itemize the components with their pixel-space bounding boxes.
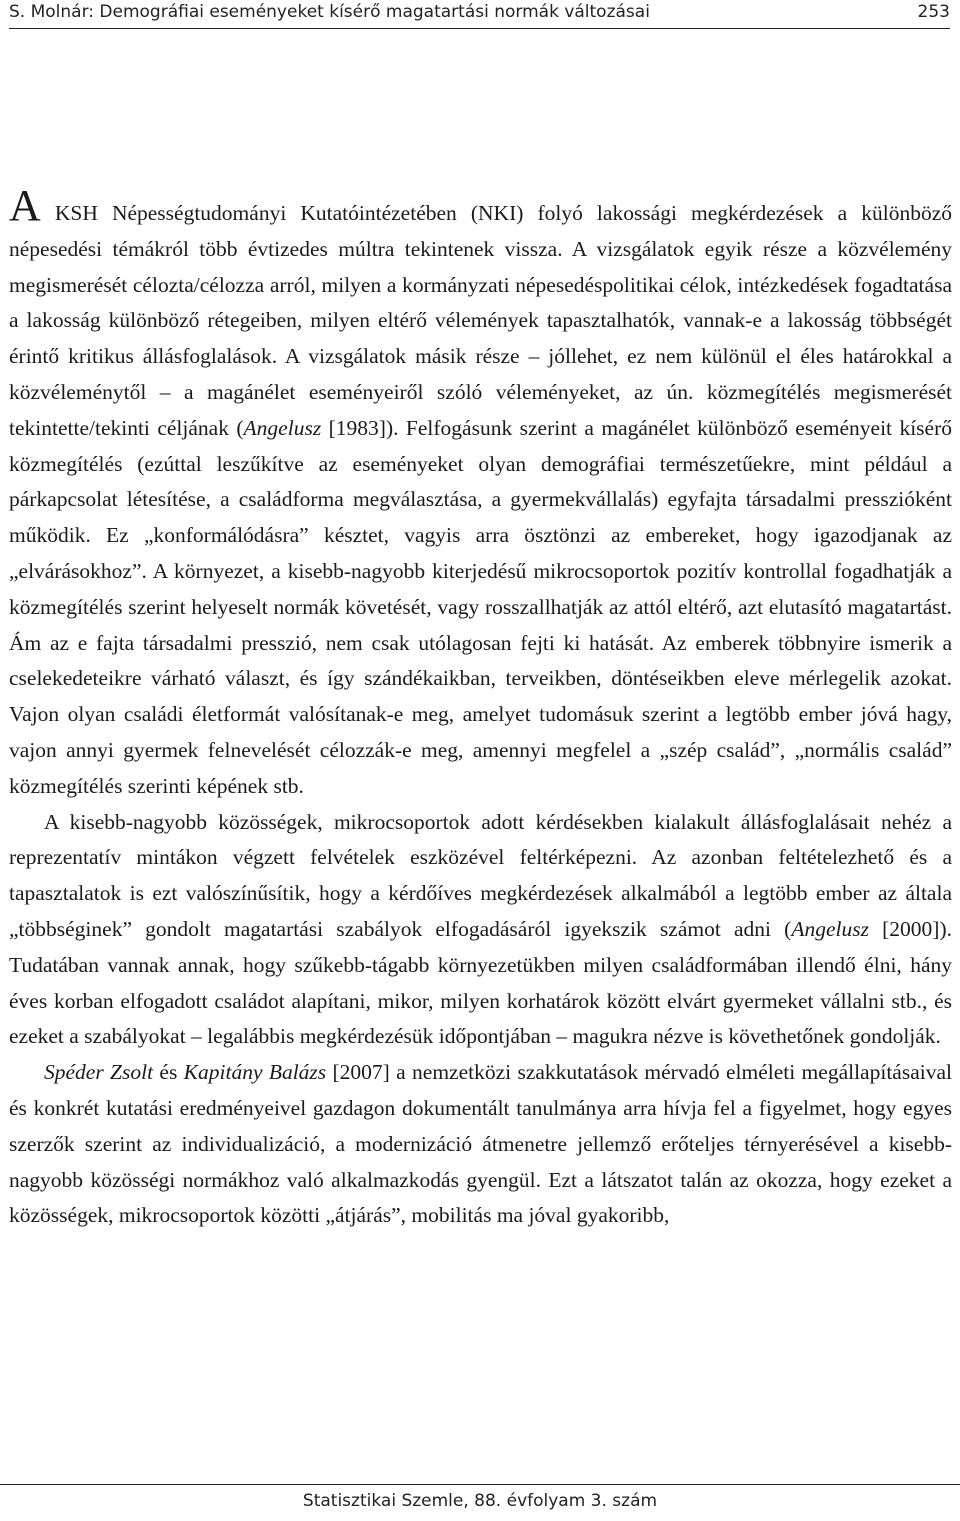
- paragraph-1: [9, 181, 952, 805]
- citation-author-1: Spéder Zsolt: [44, 1060, 154, 1085]
- article-body: [9, 181, 952, 1234]
- journal-citation: Statisztikai Szemle, 88. évfolyam 3. szám: [302, 1491, 658, 1511]
- paragraph-3-text: [2007] a nemzetközi szakkutatások mérvadó elméleti megállapításaival és konkrét kutatási eredményeivel gazdagon dokumentált tanulmánya arra hívja fel a figyelmet, hogy egyes szerzők szerint az individualizáció, a modernizáció átmenetre jellemző erőteljes térnyerésével a kisebb-nagyobb közösségi normákhoz való alkalmazkodás gyengül. Ezt a látszatot talán az okozza, hogy ezeket a közösségek, mikrocsoportok közötti „átjárás”, mobilitás ma jóval gyakoribb,: [9, 1060, 952, 1228]
- page-footer: [0, 1484, 960, 1521]
- paragraph-1-text: KSH Népességtudományi Kutatóintézetében (NKI) folyó lakossági megkérdezések a különböző népesedési témákról több évtizedes múltra tekintenek vissza. A vizsgálatok egyik része a közvélemény megismerését célozta/célozza arról, milyen a kormányzati népesedéspolitikai célok, intézkedések fogadtatása a lakosság különböző rétegeiben, milyen eltérő vélemények tapasztalhatók, vannak-e a lakosság többségét érintő kritikus állásfoglalások. A vizsgálatok másik része – jóllehet, ez nem különül el éles határokkal a közvéleménytől – a magánélet eseményeiről szóló véleményeket, az ún. közmegítélés megismerését tekintette/tekinti céljának (: [9, 201, 952, 440]
- drop-cap: A: [9, 181, 41, 230]
- conjunction: és: [153, 1060, 184, 1085]
- citation-author: Angelusz: [791, 916, 869, 941]
- paragraph-2: [9, 805, 952, 1056]
- citation-author: Angelusz: [243, 415, 322, 440]
- paragraph-2-text-cont: [2000]). Tudatában vannak annak, hogy szűkebb-tágabb környezetükben milyen családformában illendő élni, hány éves korban elfogadott családot alapítani, mikor, milyen korhatárok között elvárt gyermeket vállalni stb., és ezeket a szabályokat – legalábbis megkérdezésük időpontjában – magukra nézve is követhetőnek gondolják.: [9, 916, 952, 1049]
- paragraph-3: [9, 1055, 952, 1234]
- running-title: S. Molnár: Demográfiai eseményeket kísérő magatartási normák változásai: [9, 2, 650, 22]
- page-number: 253: [917, 2, 950, 22]
- paragraph-1-text-cont: [1983]). Felfogásunk szerint a magánélet különböző eseményeit kísérő közmegítélés (ezúttal leszűkítve az eseményeket olyan demográfiai természetűekre, mint például a párkapcsolat létesítése, a családforma megválasztása, a gyermekvállalás) egyfajta társadalmi presszióként működik. Ez „konformálódásra” késztet, vagyis arra ösztönzi az embereket, hogy igazodjanak az „elvárásokhoz”. A környezet, a kisebb-nagyobb kiterjedésű mikrocsoportok pozitív kontrollal fogadhatják a közmegítélés szerint helyeselt normák követését, vagy rosszallhatják az attól eltérő, azt elutasító magatartást. Ám az e fajta társadalmi presszió, nem csak utólagosan fejti ki hatását. Az emberek többnyire ismerik a cselekedeteikre várható választ, és így szándékaikban, terveikben, döntéseikben eleve mérlegelik azokat. Vajon olyan családi életformát valósítanak-e meg, amelyet tudomásuk szerint a legtöbb ember jóvá hagy, vajon annyi gyermek felnevelését célozzák-e meg, amennyi megfelel a „szép család”, „normális család” közmegítélés szerinti képének stb.: [9, 415, 952, 798]
- citation-author-2: Kapitány Balázs: [183, 1060, 327, 1085]
- page-header: [9, 0, 950, 29]
- paragraph-2-text: A kisebb-nagyobb közösségek, mikrocsoportok adott kérdésekben kialakult állásfoglalásait nehéz a reprezentatív mintákon végzett felvételek eszközével feltérképezni. Az azonban feltételezhető és a tapasztalatok is ezt valószínűsítik, hogy a kérdőíves megkérdezések alkalmából a legtöbb ember az általa „többséginek” gondolt magatartási szabályok elfogadásáról igyekszik számot adni (: [9, 809, 952, 941]
